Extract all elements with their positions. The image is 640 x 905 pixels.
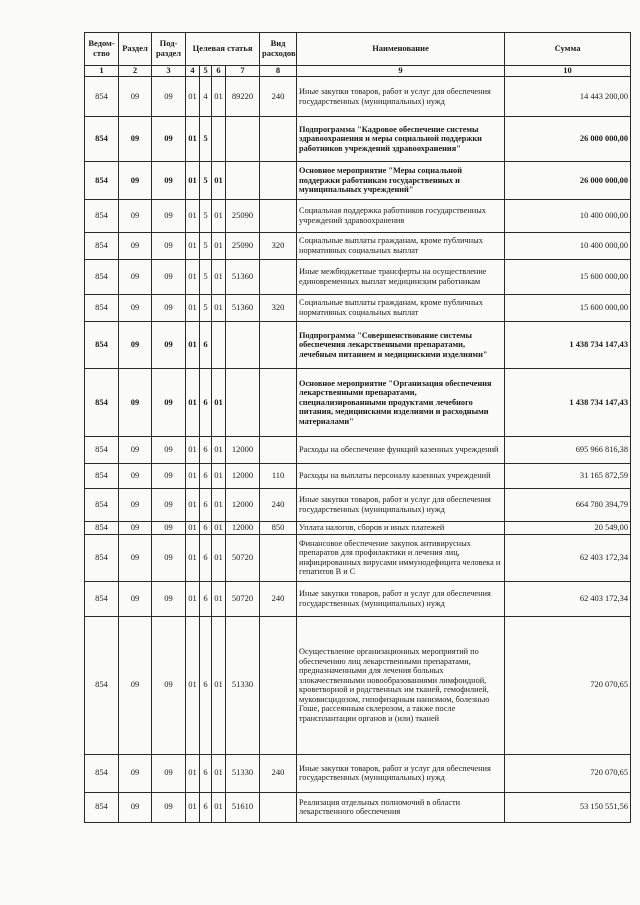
vedomstvo-cell: 854 (85, 233, 119, 260)
podrazdel-cell: 09 (152, 437, 186, 464)
name-cell: Расходы на обеспечение функций казенных учреждений (297, 437, 505, 464)
target-code-cell: 6 (200, 616, 212, 754)
table-row (85, 489, 631, 522)
target-code-cell: 01 (186, 295, 200, 322)
razdel-cell: 09 (119, 522, 152, 535)
column-number: 10 (505, 66, 631, 77)
podrazdel-cell: 09 (152, 162, 186, 200)
target-code-cell: 6 (200, 437, 212, 464)
table-row (85, 233, 631, 260)
target-code-cell (212, 322, 226, 369)
vedomstvo-cell: 854 (85, 162, 119, 200)
razdel-cell: 09 (119, 437, 152, 464)
target-code-cell: 01 (186, 464, 200, 489)
target-code-cell (212, 117, 226, 162)
target-code-cell: 01 (212, 233, 226, 260)
name-cell: Иные закупки товаров, работ и услуг для обеспечения государственных (муниципальных) нужд (297, 77, 505, 117)
podrazdel-cell: 09 (152, 464, 186, 489)
header-vid-raskhodov: Вид расходов (260, 33, 297, 66)
amount-cell: 1 438 734 147,43 (505, 369, 631, 437)
name-cell: Реализация отдельных полномочий в области лекарственного обеспечения (297, 792, 505, 822)
target-code-cell: 25090 (226, 200, 260, 233)
target-code-cell: 6 (200, 322, 212, 369)
target-code-cell: 01 (212, 162, 226, 200)
razdel-cell: 09 (119, 616, 152, 754)
name-cell: Расходы на выплаты персоналу казенных учреждений (297, 464, 505, 489)
expense-type-cell: 240 (260, 489, 297, 522)
target-code-cell: 01 (186, 77, 200, 117)
target-code-cell: 01 (186, 233, 200, 260)
vedomstvo-cell: 854 (85, 534, 119, 581)
table-row (85, 200, 631, 233)
target-code-cell: 01 (212, 260, 226, 295)
vedomstvo-cell: 854 (85, 200, 119, 233)
target-code-cell: 5 (200, 117, 212, 162)
target-code-cell: 51610 (226, 792, 260, 822)
column-number: 8 (260, 66, 297, 77)
target-code-cell: 6 (200, 489, 212, 522)
podrazdel-cell: 09 (152, 522, 186, 535)
amount-cell: 15 600 000,00 (505, 295, 631, 322)
expense-type-cell: 240 (260, 581, 297, 616)
target-code-cell: 01 (186, 754, 200, 792)
target-code-cell: 51360 (226, 295, 260, 322)
table-row (85, 534, 631, 581)
vedomstvo-cell: 854 (85, 581, 119, 616)
amount-cell: 26 000 000,00 (505, 162, 631, 200)
table-row (85, 522, 631, 535)
amount-cell: 20 549,00 (505, 522, 631, 535)
column-number: 7 (226, 66, 260, 77)
target-code-cell: 5 (200, 162, 212, 200)
razdel-cell: 09 (119, 792, 152, 822)
target-code-cell: 50720 (226, 534, 260, 581)
podrazdel-cell: 09 (152, 233, 186, 260)
target-code-cell: 01 (186, 117, 200, 162)
vedomstvo-cell: 854 (85, 754, 119, 792)
column-number-row (85, 66, 631, 77)
vedomstvo-cell: 854 (85, 322, 119, 369)
name-cell: Социальные выплаты гражданам, кроме публичных нормативных социальных выплат (297, 295, 505, 322)
target-code-cell: 01 (186, 162, 200, 200)
target-code-cell: 6 (200, 581, 212, 616)
column-number: 6 (212, 66, 226, 77)
target-code-cell (226, 117, 260, 162)
column-number: 5 (200, 66, 212, 77)
target-code-cell: 01 (212, 369, 226, 437)
razdel-cell: 09 (119, 295, 152, 322)
target-code-cell: 12000 (226, 464, 260, 489)
expense-type-cell (260, 162, 297, 200)
table-row (85, 260, 631, 295)
expense-type-cell (260, 117, 297, 162)
name-cell: Подпрограмма "Кадровое обеспечение системы здравоохранения и меры социальной поддержки работников учреждений здравоохранения" (297, 117, 505, 162)
table-row (85, 77, 631, 117)
amount-cell: 695 966 816,38 (505, 437, 631, 464)
amount-cell: 31 165 872,59 (505, 464, 631, 489)
target-code-cell: 5 (200, 295, 212, 322)
target-code-cell: 6 (200, 522, 212, 535)
amount-cell: 720 070,65 (505, 754, 631, 792)
target-code-cell: 4 (200, 77, 212, 117)
amount-cell: 53 150 551,56 (505, 792, 631, 822)
expense-type-cell: 240 (260, 754, 297, 792)
target-code-cell: 01 (186, 581, 200, 616)
target-code-cell: 01 (212, 522, 226, 535)
target-code-cell: 01 (212, 534, 226, 581)
target-code-cell: 6 (200, 369, 212, 437)
amount-cell: 14 443 200,00 (505, 77, 631, 117)
column-number: 4 (186, 66, 200, 77)
target-code-cell: 01 (186, 260, 200, 295)
name-cell: Подпрограмма "Совершенствование системы обеспечения лекарственными препаратами, лечебным питанием и медицинскими изделиями" (297, 322, 505, 369)
podrazdel-cell: 09 (152, 369, 186, 437)
target-code-cell: 01 (212, 464, 226, 489)
target-code-cell: 89220 (226, 77, 260, 117)
podrazdel-cell: 09 (152, 489, 186, 522)
razdel-cell: 09 (119, 369, 152, 437)
podrazdel-cell: 09 (152, 534, 186, 581)
header-podrazdel: Под-раздел (152, 33, 186, 66)
vedomstvo-cell: 854 (85, 522, 119, 535)
table-row (85, 464, 631, 489)
amount-cell: 62 403 172,34 (505, 581, 631, 616)
target-code-cell: 12000 (226, 489, 260, 522)
target-code-cell: 01 (212, 295, 226, 322)
target-code-cell: 01 (186, 437, 200, 464)
razdel-cell: 09 (119, 77, 152, 117)
razdel-cell: 09 (119, 464, 152, 489)
target-code-cell: 01 (212, 489, 226, 522)
podrazdel-cell: 09 (152, 295, 186, 322)
header-tselevaya-statya: Целевая статья (186, 33, 260, 66)
expense-type-cell: 320 (260, 295, 297, 322)
target-code-cell: 01 (186, 489, 200, 522)
target-code-cell: 01 (186, 534, 200, 581)
target-code-cell: 01 (212, 754, 226, 792)
target-code-cell: 01 (186, 322, 200, 369)
table-row (85, 295, 631, 322)
target-code-cell: 01 (212, 200, 226, 233)
target-code-cell: 01 (212, 792, 226, 822)
name-cell: Основное мероприятие "Организация обеспечения лекарственными препаратами, специализированными продуктами лечебного питания, медицинскими изделиями и расходными материалами" (297, 369, 505, 437)
target-code-cell: 01 (212, 437, 226, 464)
name-cell: Социальная поддержка работников государственных учреждений здравоохранения (297, 200, 505, 233)
target-code-cell: 01 (186, 522, 200, 535)
razdel-cell: 09 (119, 581, 152, 616)
name-cell: Осуществление организационных мероприятий по обеспечению лиц лекарственными препаратами, предназначенными для лечения больных злокачественными новообразованиями лимфоидной, кроветворной и родственных им тканей, гемофилией, муковисцидозом, гипофизарным нанизмом, болезнью Гоше, рассеянным склерозом, а также после трансплантации органов и (или) тканей (297, 616, 505, 754)
vedomstvo-cell: 854 (85, 77, 119, 117)
column-number: 2 (119, 66, 152, 77)
podrazdel-cell: 09 (152, 117, 186, 162)
header-summa: Сумма (505, 33, 631, 66)
target-code-cell: 6 (200, 792, 212, 822)
target-code-cell: 12000 (226, 437, 260, 464)
amount-cell: 664 780 394,79 (505, 489, 631, 522)
target-code-cell: 5 (200, 200, 212, 233)
target-code-cell: 50720 (226, 581, 260, 616)
expense-type-cell (260, 792, 297, 822)
expense-type-cell: 320 (260, 233, 297, 260)
name-cell: Иные закупки товаров, работ и услуг для обеспечения государственных (муниципальных) нужд (297, 489, 505, 522)
target-code-cell: 12000 (226, 522, 260, 535)
razdel-cell: 09 (119, 200, 152, 233)
table-row (85, 437, 631, 464)
target-code-cell: 51330 (226, 616, 260, 754)
expense-type-cell: 240 (260, 77, 297, 117)
column-number: 9 (297, 66, 505, 77)
table-row (85, 581, 631, 616)
target-code-cell: 25090 (226, 233, 260, 260)
podrazdel-cell: 09 (152, 260, 186, 295)
razdel-cell: 09 (119, 534, 152, 581)
target-code-cell: 6 (200, 534, 212, 581)
target-code-cell: 51330 (226, 754, 260, 792)
table-row (85, 616, 631, 754)
expense-type-cell (260, 437, 297, 464)
podrazdel-cell: 09 (152, 581, 186, 616)
expense-type-cell: 110 (260, 464, 297, 489)
expense-type-cell (260, 260, 297, 295)
target-code-cell: 01 (186, 616, 200, 754)
razdel-cell: 09 (119, 260, 152, 295)
vedomstvo-cell: 854 (85, 437, 119, 464)
vedomstvo-cell: 854 (85, 369, 119, 437)
podrazdel-cell: 09 (152, 616, 186, 754)
table-row (85, 322, 631, 369)
table-row (85, 369, 631, 437)
target-code-cell: 01 (186, 369, 200, 437)
podrazdel-cell: 09 (152, 200, 186, 233)
name-cell: Основное мероприятие "Меры социальной поддержки работникам государственных и муниципальных учреждений" (297, 162, 505, 200)
razdel-cell: 09 (119, 117, 152, 162)
target-code-cell (226, 369, 260, 437)
razdel-cell: 09 (119, 754, 152, 792)
header-row (85, 33, 631, 66)
expense-type-cell (260, 200, 297, 233)
name-cell: Социальные выплаты гражданам, кроме публичных нормативных социальных выплат (297, 233, 505, 260)
amount-cell: 1 438 734 147,43 (505, 322, 631, 369)
target-code-cell: 6 (200, 464, 212, 489)
target-code-cell: 01 (186, 200, 200, 233)
expense-type-cell (260, 322, 297, 369)
razdel-cell: 09 (119, 233, 152, 260)
table-row (85, 754, 631, 792)
razdel-cell: 09 (119, 489, 152, 522)
budget-table (84, 32, 631, 823)
vedomstvo-cell: 854 (85, 260, 119, 295)
name-cell: Иные закупки товаров, работ и услуг для обеспечения государственных (муниципальных) нужд (297, 581, 505, 616)
header-vedomstvo: Ведом-ство (85, 33, 119, 66)
vedomstvo-cell: 854 (85, 464, 119, 489)
expense-type-cell (260, 534, 297, 581)
podrazdel-cell: 09 (152, 322, 186, 369)
target-code-cell: 01 (212, 616, 226, 754)
table-row (85, 117, 631, 162)
header-razdel: Раздел (119, 33, 152, 66)
target-code-cell: 5 (200, 260, 212, 295)
table-row (85, 162, 631, 200)
vedomstvo-cell: 854 (85, 295, 119, 322)
vedomstvo-cell: 854 (85, 117, 119, 162)
target-code-cell: 51360 (226, 260, 260, 295)
amount-cell: 26 000 000,00 (505, 117, 631, 162)
vedomstvo-cell: 854 (85, 616, 119, 754)
name-cell: Иные закупки товаров, работ и услуг для обеспечения государственных (муниципальных) нужд (297, 754, 505, 792)
expense-type-cell: 850 (260, 522, 297, 535)
amount-cell: 62 403 172,34 (505, 534, 631, 581)
target-code-cell: 01 (212, 77, 226, 117)
table-body (85, 66, 631, 823)
target-code-cell: 01 (212, 581, 226, 616)
header-naimenovanie: Наименование (297, 33, 505, 66)
name-cell: Уплата налогов, сборов и иных платежей (297, 522, 505, 535)
razdel-cell: 09 (119, 322, 152, 369)
podrazdel-cell: 09 (152, 77, 186, 117)
table-row (85, 792, 631, 822)
expense-type-cell (260, 616, 297, 754)
razdel-cell: 09 (119, 162, 152, 200)
column-number: 1 (85, 66, 119, 77)
podrazdel-cell: 09 (152, 754, 186, 792)
target-code-cell: 6 (200, 754, 212, 792)
name-cell: Иные межбюджетные трансферты на осуществление единовременных выплат медицинским работникам (297, 260, 505, 295)
target-code-cell: 01 (186, 792, 200, 822)
target-code-cell: 5 (200, 233, 212, 260)
vedomstvo-cell: 854 (85, 792, 119, 822)
amount-cell: 720 070,65 (505, 616, 631, 754)
target-code-cell (226, 162, 260, 200)
vedomstvo-cell: 854 (85, 489, 119, 522)
podrazdel-cell: 09 (152, 792, 186, 822)
amount-cell: 15 600 000,00 (505, 260, 631, 295)
amount-cell: 10 400 000,00 (505, 200, 631, 233)
expense-type-cell (260, 369, 297, 437)
name-cell: Финансовое обеспечение закупок антивирусных препаратов для профилактики и лечения лиц, инфицированных вирусами иммунодефицита человека и гепатитов В и С (297, 534, 505, 581)
column-number: 3 (152, 66, 186, 77)
target-code-cell (226, 322, 260, 369)
amount-cell: 10 400 000,00 (505, 233, 631, 260)
